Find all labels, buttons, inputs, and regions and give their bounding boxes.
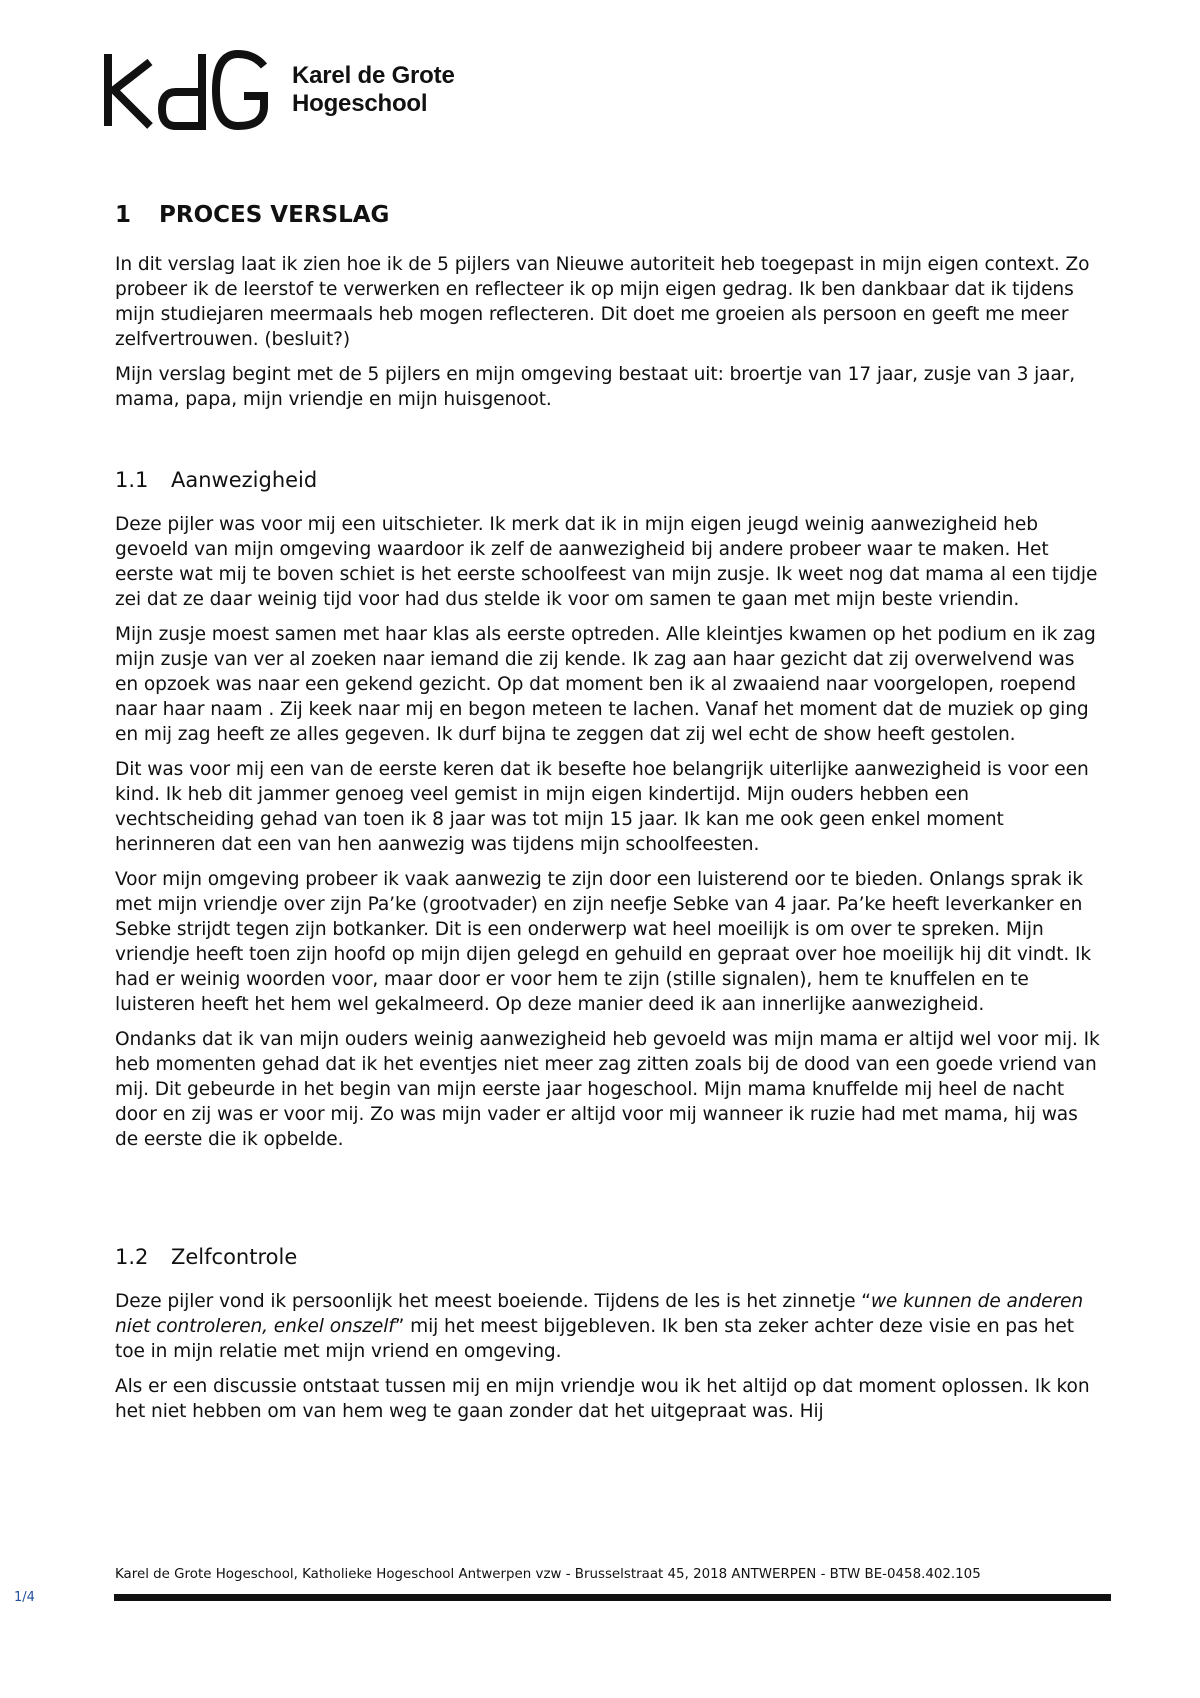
paragraph	[115, 1289, 1100, 1364]
heading-1-2-number: 1.2	[115, 1245, 149, 1269]
kdg-logo-icon	[104, 50, 274, 130]
footer-address: Karel de Grote Hogeschool, Katholieke Hogeschool Antwerpen vzw - Brusselstraat 45, 2018 ANTWERPEN - BTW BE-0458.402.105	[115, 1567, 981, 1582]
paragraph: Mijn verslag begint met de 5 pijlers en mijn omgeving bestaat uit: broertje van 17 jaar, zusje van 3 jaar, mama, papa, mijn vriendje en mijn huisgenoot.	[115, 364, 1076, 410]
heading-1-1-title: Aanwezigheid	[171, 468, 318, 492]
heading-1-2	[115, 1242, 1100, 1272]
logo-wordmark	[292, 62, 455, 118]
paragraph: Ondanks dat ik van mijn ouders weinig aanwezigheid heb gevoeld was mijn mama er altijd wel voor mij. Ik heb momenten gehad dat ik het eventjes niet meer zag zitten zoals bij de dood van een goede vriend van mij. Dit gebeurde in het begin van mijn eerste jaar hogeschool. Mijn mama knuffelde mij heel de nacht door en zij was er voor mij. Zo was mijn vader er altijd voor mij wanneer ik ruzie had met mama, hij was de eerste die ik opbelde.	[115, 1029, 1100, 1150]
heading-1-title: PROCES VERSLAG	[159, 202, 390, 228]
heading-1-2-title: Zelfcontrole	[171, 1245, 298, 1269]
logo-line-2: Hogeschool	[292, 90, 428, 117]
text-run: ” mij het meest bijgebleven. Ik ben sta zeker achter deze visie en pas het toe in mijn relatie met mijn vriend en omgeving.	[115, 1316, 1074, 1362]
paragraph: In dit verslag laat ik zien hoe ik de 5 pijlers van Nieuwe autoriteit heb toegepast in mijn eigen context. Zo probeer ik de leerstof te verwerken en reflecteer ik op mijn eigen gedrag. Ik ben dankbaar dat ik tijdens mijn studiejaren meermaals heb mogen reflecteren. Dit doet me groeien als persoon en geeft me meer zelfvertrouwen. (besluit?)	[115, 254, 1090, 350]
paragraph: Deze pijler was voor mij een uitschieter. Ik merk dat ik in mijn eigen jeugd weinig aanwezigheid heb gevoeld van mijn omgeving waardoor ik zelf de aanwezigheid bij andere probeer waar te maken. Het eerste wat mij te boven schiet is het eerste schoolfeest van mijn zusje. Ik weet nog dat mama al een tijdje zei dat ze daar weinig tijd voor had dus stelde ik voor om samen te gaan met mijn beste vriendin.	[115, 514, 1098, 610]
heading-1-1	[115, 465, 1100, 495]
paragraph: Dit was voor mij een van de eerste keren dat ik besefte hoe belangrijk uiterlijke aanwezigheid is voor een kind. Ik heb dit jammer genoeg veel gemist in mijn eigen kindertijd. Mijn ouders hebben een vechtscheiding gehad van toen ik 8 jaar was tot mijn 15 jaar. Ik kan me ook geen enkel moment herinneren dat een van hen aanwezig was tijdens mijn schoolfeesten.	[115, 759, 1089, 855]
heading-1	[115, 200, 1100, 230]
heading-1-1-number: 1.1	[115, 468, 149, 492]
italic-quote: we kunnen de anderen niet controleren, enkel onszelf	[115, 1291, 1084, 1337]
paragraph: Mijn zusje moest samen met haar klas als eerste optreden. Alle kleintjes kwamen op het podium en ik zag mijn zusje van ver al zoeken naar iemand die zij kende. Ik zag aan haar gezicht dat zij overwelvend was en opzoek was naar een gekend gezicht. Op dat moment ben ik al zwaaiend naar voorgelopen, roepend naar haar naam . Zij keek naar mij en begon meteen te lachen. Vanaf het moment dat de muziek op ging en mij zag heeft ze alles gegeven. Ik durf bijna te zeggen dat zij wel echt de show heeft gestolen.	[115, 624, 1096, 745]
paragraph: Als er een discussie ontstaat tussen mij en mijn vriendje wou ik het altijd op dat moment oplossen. Ik kon het niet hebben om van hem weg te gaan zonder dat het uitgepraat was. Hij	[115, 1376, 1090, 1422]
heading-1-number: 1	[115, 202, 132, 228]
document-body	[115, 200, 1100, 1434]
page-number: 1/4	[14, 1590, 35, 1605]
kdg-logo	[104, 50, 455, 130]
paragraph: Voor mijn omgeving probeer ik vaak aanwezig te zijn door een luisterend oor te bieden. Onlangs sprak ik met mijn vriendje over zijn Pa’ke (grootvader) en zijn neefje Sebke van 4 jaar. Pa’ke heeft leverkanker en Sebke strijdt tegen zijn botkanker. Dit is een onderwerp wat heel moeilijk is om over te spreken. Mijn vriendje heeft toen zijn hoofd op mijn dijen gelegd en gehuild en gepraat over hoe moeilijk hij dit vindt. Ik had er weinig woorden voor, maar door er voor hem te zijn (stille signalen), hem te knuffelen en te luisteren heeft het hem wel gekalmeerd. Op deze manier deed ik aan innerlijke aanwezigheid.	[115, 869, 1092, 1015]
logo-line-1: Karel de Grote	[292, 62, 455, 89]
text-run: Deze pijler vond ik persoonlijk het meest boeiende. Tijdens de les is het zinnetje “	[115, 1291, 871, 1312]
footer-rule	[114, 1594, 1111, 1601]
